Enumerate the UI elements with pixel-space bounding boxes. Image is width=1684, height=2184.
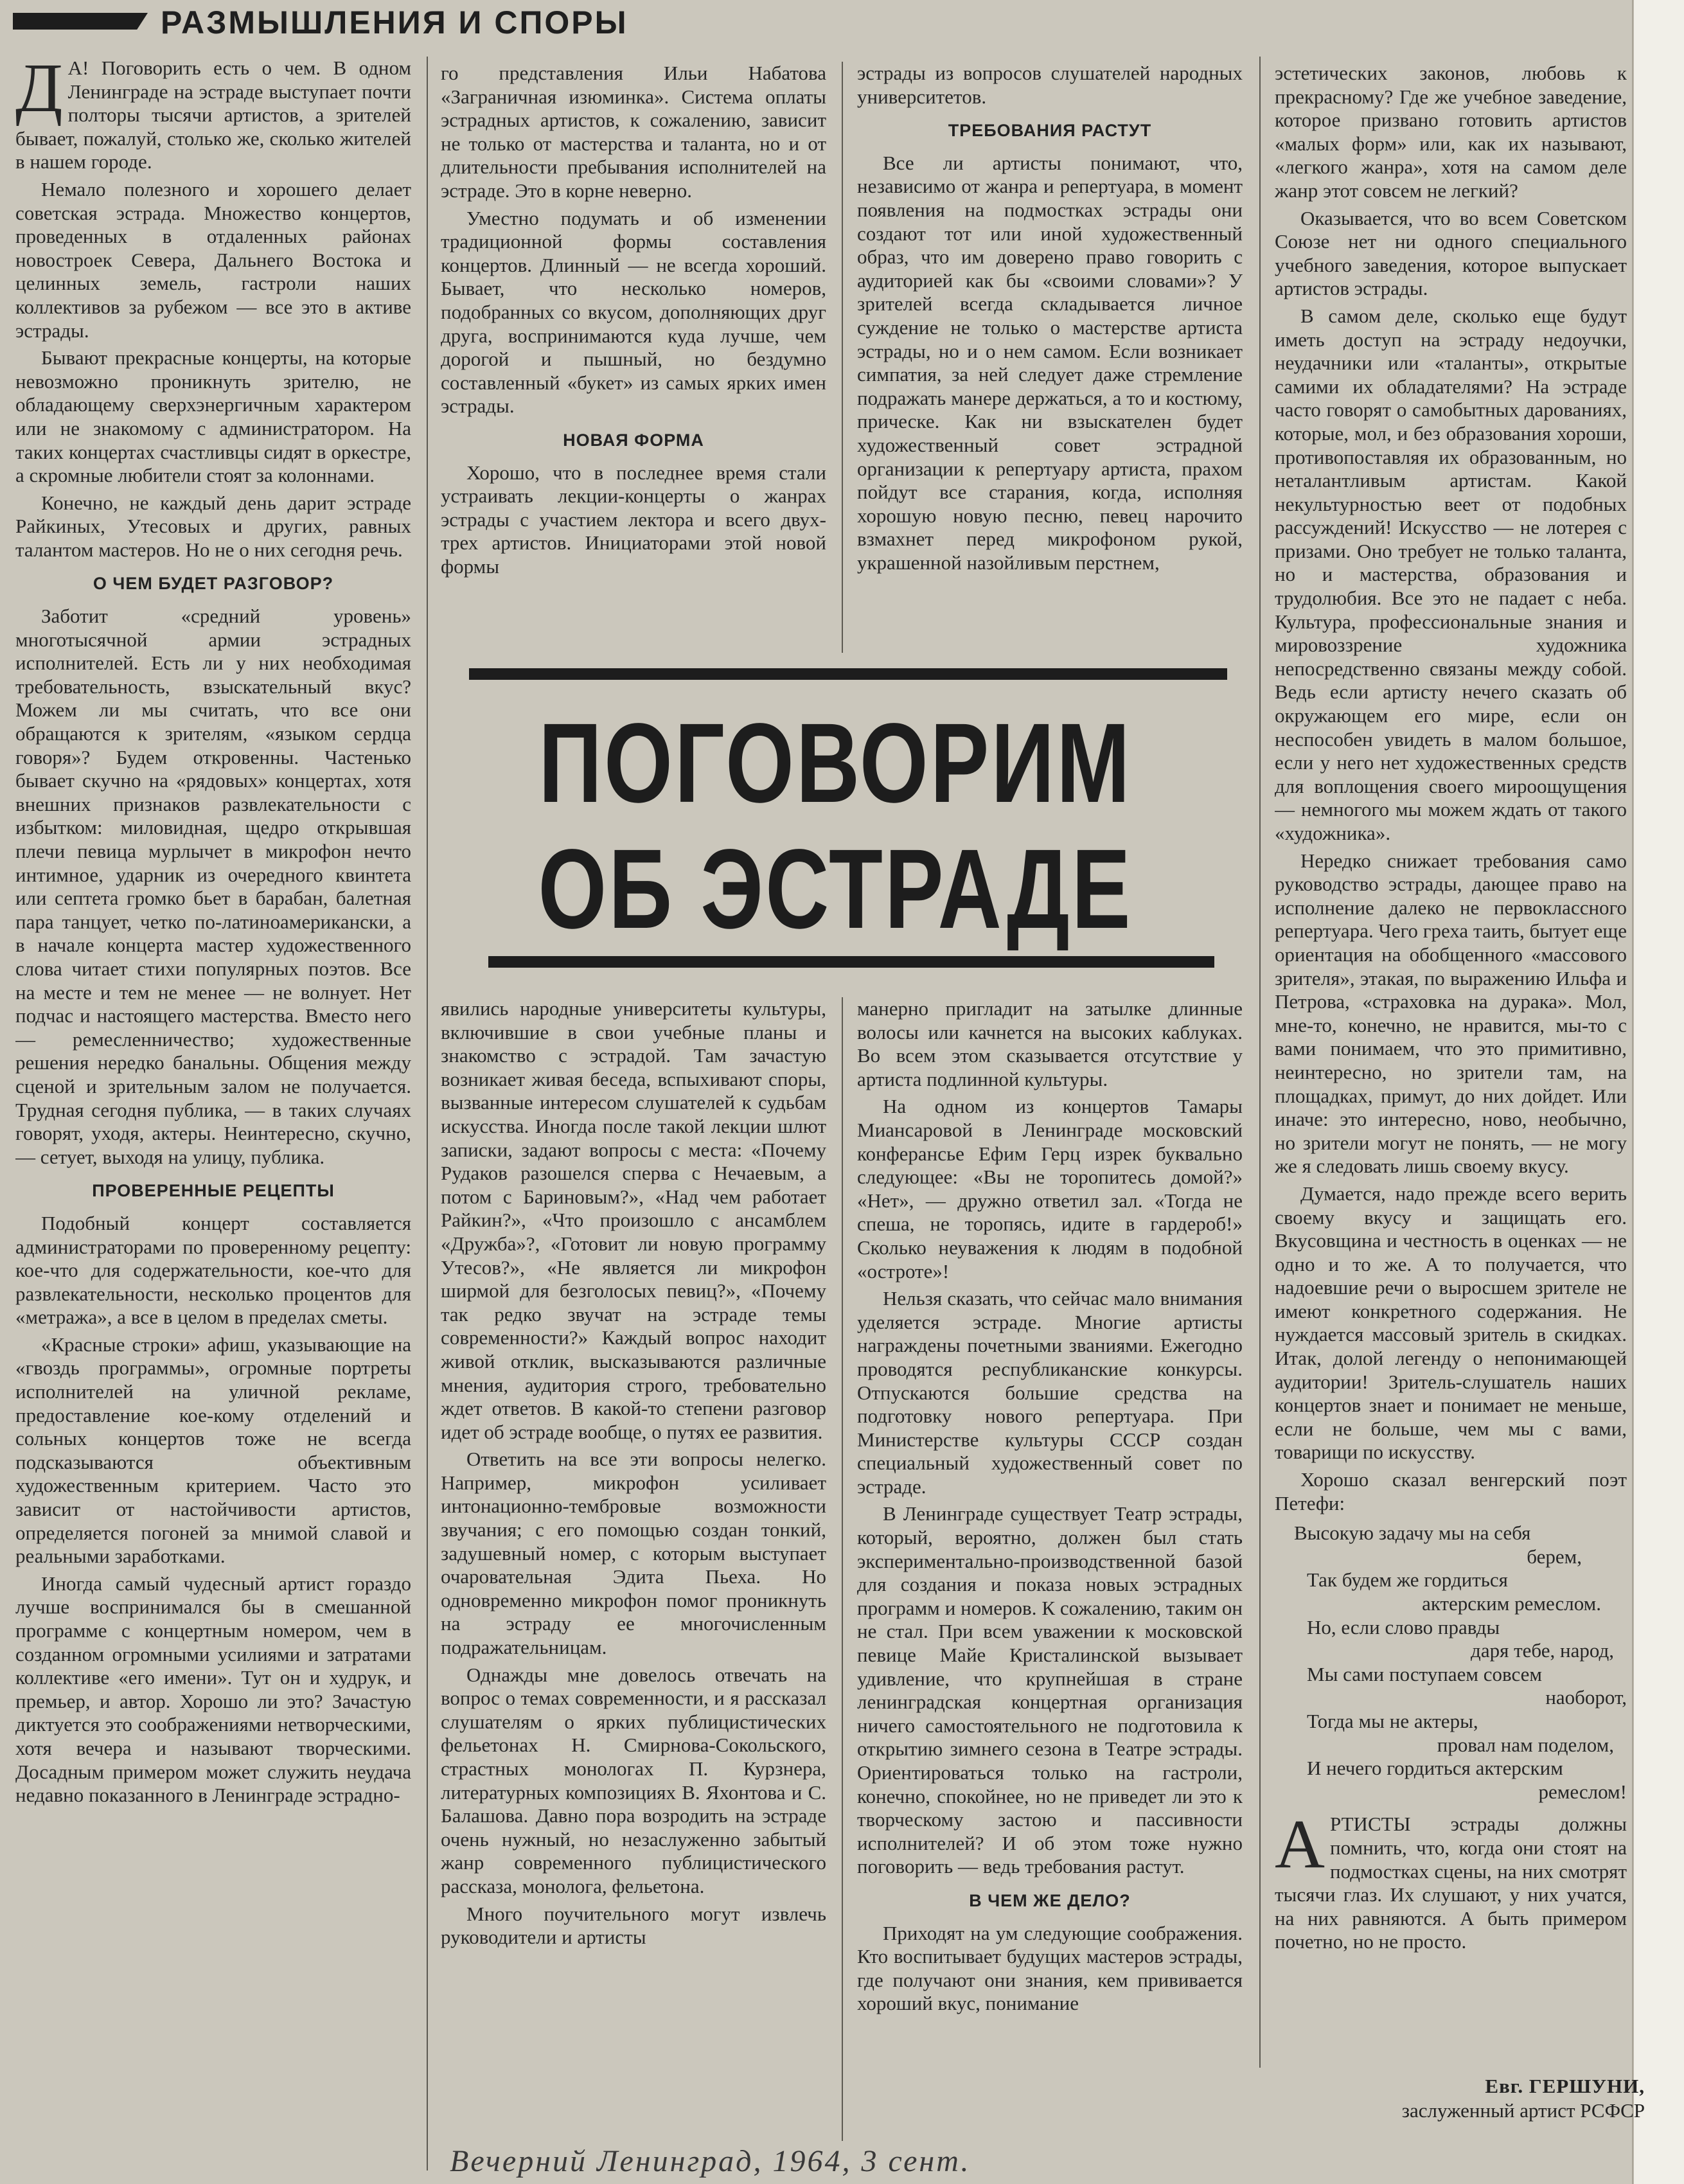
poem-line: ремеслом! [1538, 1780, 1627, 1803]
paragraph: Оказывается, что во всем Советском Союзе нет ни одного специального учебного заведения, которое выпускает артистов эстрады. [1275, 206, 1627, 300]
column-rule [842, 997, 843, 2141]
paragraph: В Ленинграде существует Театр эстрады, который, вероятно, должен был стать экспериментально-производственной базой для создания и показа новых эстрадных программ и номеров. К сожалению, таким он не стал. При всем уважении к московской певице Майе Кристалинской вызывает удивление, что крупнейшая в стране ленинградская концертная организация ничего самостоятельного не подготовила к открытию зимнего сезона в Театре эстрады. Ориентироваться только на гастроли, конечно, спокойнее, но не приведет ли это к творческому застою и пассивности исполнителей? И об этом тоже нужно поговорить — ведь требования растут. [857, 1502, 1243, 1878]
poem-line: наоборот, [1545, 1686, 1627, 1709]
paragraph: го представления Ильи Набатова «Заграничная изюминка». Система оплаты эстрадных артистов, к сожалению, зависит не только от мастерства и таланта, но и от длительности пребывания исполнителей на эстраде. Это в корне неверно. [441, 62, 826, 202]
drop-cap: Д [15, 57, 63, 127]
paragraph: Хорошо, что в последнее время стали устраивать лекции-концерты о жанрах эстрады с участием лектора и всего двух-трех артистов. Инициаторами этой новой формы [441, 461, 826, 578]
poem-line: Высокую задачу мы на себя [1294, 1522, 1531, 1545]
paragraph: Немало полезного и хорошего делает советская эстрада. Множество концертов, проведенных в отдаленных районах новостроек Севера, Дальнего Востока и целинных земель, гастроли наших коллективов за рубежом — все это в активе эстрады. [15, 177, 411, 342]
poem-line: даря тебе, народ, [1471, 1639, 1614, 1662]
rubric-title: РАЗМЫШЛЕНИЯ И СПОРЫ [161, 4, 628, 40]
headline-line-1: ПОГОВОРИМ [538, 700, 1132, 826]
paragraph: эстрады из вопросов слушателей народных университетов. [857, 62, 1243, 108]
poem-line: провал нам поделом, [1437, 1733, 1614, 1756]
column-3-bottom [857, 997, 1243, 2154]
poem-line: Так будем же гордиться [1307, 1568, 1508, 1592]
paragraph: Много поучительного могут извлечь руководители и артисты [441, 1902, 826, 1949]
author-title: заслуженный артист РСФСР [1401, 2099, 1645, 2122]
clipping-edge [1632, 0, 1633, 2184]
column-2-top [441, 62, 826, 653]
paragraph: Ответить на все эти вопросы нелегко. Например, микрофон усиливает интонационно-тембровые возможности звучания; с его помощью создан тонкий, задушевный номер, с которым выступает очаровательная Эдита Пьеха. Но одновременно микрофон помог проникнуть на эстраду ее многочисленным подражательницам. [441, 1448, 826, 1659]
lead-paragraph [15, 57, 411, 174]
column-4 [1275, 62, 1627, 2066]
poem-line: Но, если слово правды [1307, 1615, 1500, 1638]
paragraph: явились народные университеты культуры, включившие в свои учебные планы и знакомство с эстрадой. Там зачастую возникает живая беседа, вспыхивают споры, вызванные интересом слушателей к судьбам искусства. Иногда после такой лекции шлют записки, задают вопросы с места: «Почему Рудаков разошелся сперва с Нечаевым, а потом с Бариновым?», «Над чем работает Райкин?», «Что произошло с ансамблем «Дружба»?, «Готовит ли новую программу Утесов?», «Не является ли микрофон ширмой для безголосых певиц?», «Почему так редко звучат на эстраде темы современности?» Каждый вопрос находит живой отклик, высказываются различные мнения, аудитория строго, требовательно ждет ответов. В какой-то степени разговор идет об эстраде вообще, о путях ее развития. [441, 997, 826, 1443]
subheading: В ЧЕМ ЖЕ ДЕЛО? [969, 1890, 1131, 1910]
headline-line-2: ОБ ЭСТРАДЕ [538, 826, 1133, 952]
headline-rule-bottom [488, 956, 1214, 968]
author-signature [1285, 2074, 1645, 2123]
paragraph: В самом деле, сколько еще будут иметь доступ на эстраду недоучки, неудачники или «таланты», открытые самими их обладателями? На эстраде часто говорят о самобытных дарованиях, которые, мол, и без образования хороши, противопоставляя их образованным, но неталантливым артистам. Какой некультурностью веет от подобных рассуждений! Искусство — не лотерея с призами. Оно требует не только таланта, но и мастерства, образования и трудолюбия. Все это не падает с неба. Культура, профессиональные знания и мировоззрение художника непосредственно связаны между собой. Ведь если артисту нечего сказать об окружающем его мире, если он неспособен увидеть в малом большое, если у него нет художественных средств для воплощения своего мироощущения — немногого мы можем ждать от такого «художника». [1275, 304, 1627, 844]
headline-rule-top [469, 668, 1227, 680]
column-1 [15, 57, 411, 2177]
closing-paragraph [1275, 1806, 1627, 1954]
column-3-top [857, 62, 1243, 653]
paragraph: Хорошо сказал венгерский поэт Петефи: [1275, 1468, 1627, 1514]
column-2-bottom [441, 997, 826, 2154]
paragraph: манерно пригладит на затылке длинные волосы или качнется на высоких каблуках. Во всем этом сказывается отсутствие у артиста подлинной культуры. [857, 997, 1243, 1090]
headline [535, 700, 1136, 952]
poem-line: Мы сами поступаем совсем [1307, 1662, 1542, 1685]
rubric-bar [13, 13, 148, 30]
paragraph: «Красные строки» афиш, указывающие на «гвоздь программы», огромные портреты исполнителей на уличной рекламе, предоставление кое-кому отделений и сольных концертов тоже не всегда подсказываются объективным художественным критерием. Часто это зависит от настойчивости артистов, определяется погоней за мнимой славой и реальными заработками. [15, 1333, 411, 1568]
paragraph: А! Поговорить есть о чем. В одном Ленинграде на эстраде выступает почти полторы тысячи артистов, а зрителей бывает, пожалуй, столько же, сколько жителей в нашем городе. [15, 57, 411, 173]
paragraph: Бывают прекрасные концерты, на которые невозможно проникнуть зрителю, не обладающему сверхэнергичным характером или не знакомому с администратором. На таких концертах счастливцы сидят в оркестре, а скромные любители стоят за колоннами. [15, 346, 411, 487]
paragraph: Иногда самый чудесный артист гораздо лучше воспринимался бы в смешанной программе с концертным номером, чем в созданном огромными усилиями и затратами коллективе «его имени». Тут он и худрук, и премьер, и автор. Хорошо ли это? Зачастую диктуется это соображениями нетворческими, хотя вечера и называют творческими. Досадным примером может служить неудача недавно показанного в Ленинграде эстрадно- [15, 1572, 411, 1807]
paragraph: Уместно подумать и об изменении традиционной формы составления концертов. Длинный — не всегда хороший. Бывает, что несколько номеров, подобранных со вкусом, дополняющих друг друга, воспринимаются куда лучше, чем дорогой и пышный, но бездумно составленный «букет» из самых ярких имен эстрады. [441, 206, 826, 418]
poem-line: берем, [1527, 1545, 1582, 1568]
poem-line: И нечего гордиться актерским [1307, 1757, 1563, 1780]
column-rule [1259, 57, 1261, 2068]
paragraph: эстетических законов, любовь к прекрасному? Где же учебное заведение, которое призвано готовить артистов «малых форм» или, как их называют, «легкого жанра», хотя на самом деле жанр этот совсем не легкий? [1275, 62, 1627, 202]
subheading: НОВАЯ ФОРМА [563, 430, 704, 450]
paragraph: Конечно, не каждый день дарит эстраде Райкиных, Утесовых и других, равных талантом мастеров. Но не о них сегодня речь. [15, 491, 411, 561]
poem-line: актерским ремеслом. [1422, 1592, 1601, 1615]
subheading: ТРЕБОВАНИЯ РАСТУТ [948, 121, 1152, 141]
paragraph: Все ли артисты понимают, что, независимо от жанра и репертуара, в момент появления на подмостках эстрады они создают тот или иной художественный образ, что им доверено право говорить с аудиторией как бы «своими словами»? У зрителей всегда складывается личное суждение не только о мастерстве артиста эстрады, но и о нем самом. Если возникает симпатия, за ней следует даже стремление подражать манере держаться, а то и костюму, прическе. Как ни взыскателен будет художественный совет эстрадной организации к репертуару артиста, прахом пойдут все старания, когда, исполняя хорошую новую песню, певец нарочито взмахнет перед микрофоном рукой, украшенной назойливым перстнем, [857, 151, 1243, 574]
column-rule [842, 62, 843, 653]
rubric-header [13, 4, 628, 49]
paragraph: Нельзя сказать, что сейчас мало внимания уделяется эстраде. Многие артисты награждены почетными званиями. Ежегодно проводятся республиканские конкурсы. Отпускаются большие средства на подготовку нового репертуара. При Министерстве культуры СССР создан специальный художественный совет по эстраде. [857, 1287, 1243, 1498]
column-rule [427, 57, 428, 2171]
paragraph: Заботит «средний уровень» многотысячной армии эстрадных исполнителей. Есть ли у них необходимая требовательность, взыскательный вкус? Можем ли мы считать, что все они обращаются к зрителям, «языком сердца говоря»? Будем откровенны. Частенько бывает скучно на «рядовых» концертах, хотя внешних признаков развлекательности с избытком: миловидная, щедро открывшая плечи певица мурлычет в микрофон нечто интимное, ударник из очередного квинтета или септета громко бьет в барабан, балетная пара танцует, четко по-латиноамерикански, а в начале концерта мастер художественного слова читает стихи популярных поэтов. Все на месте и тем не менее — не волнует. Нет подчас и настоящего мастерства. Вместо него — ремесленничество; художественные решения нередко банальны. Общения между сценой и зрительным залом не получается. Трудная сегодня публика, — в таких случаях говорят, уходя, актеры. Неинтересно, скучно, — сетует, выходя на улицу, публика. [15, 605, 411, 1168]
paragraph: Приходят на ум следующие соображения. Кто воспитывает будущих мастеров эстрады, где получают они знания, кем прививается хороший вкус, понимание [857, 1921, 1243, 2015]
paragraph: Однажды мне довелось отвечать на вопрос о темах современности, и я рассказал слушателям о ярких публицистических фельетонах Н. Смирнова-Сокольского, страстных монологах П. Курзнера, литературных композициях В. Яхонтова и С. Балашова. Давно пора возродить на эстраде очень нужный, но незаслуженно забытый жанр современного публицистического рассказа, монолога, фельетона. [441, 1663, 826, 1897]
handwritten-source-note: Вечерний Ленинград, 1964, 3 сент. [450, 2144, 971, 2178]
author-name: Евг. ГЕРШУНИ, [1485, 2075, 1645, 2097]
paragraph: Нередко снижает требования само руководство эстрады, дающее право на исполнение далеко не первоклассного репертуара. Чего греха таить, бытует еще ориентация на обобщенного «массового зрителя», этакая, по выражению Ильфа и Петрова, «страховка на дурака». Мол, мне-то, конечно, не нравится, мы-то с вами понимаем, что это примитивно, неинтересно, но зрители там, на площадках, примут, до них дойдет. Или иначе: это интересно, ново, необычно, но зрители могут не понять, — не могу же я следовать лишь своему вкусу. [1275, 849, 1627, 1178]
paragraph: Думается, надо прежде всего верить своему вкусу и защищать его. Вкусовщина и честность в оценках — не одно и то же. А то получается, что надоевшие речи о выросшем зрителе не имеют конкретного содержания. Не нуждается массовый зритель в скидках. Итак, долой легенду о непонимающей аудитории! Зритель-слушатель наших концертов знает и понимает не меньше, если не больше, чем мы с вами, товарищи по искусству. [1275, 1182, 1627, 1464]
poem [1275, 1522, 1627, 1804]
paragraph: Подобный концерт составляется администраторами по проверенному рецепту: кое-что для содержательности, кое-что для развлекательности, несколько процентов для «метража», а все в целом в пределах сметы. [15, 1211, 411, 1329]
subheading: О ЧЕМ БУДЕТ РАЗГОВОР? [93, 574, 334, 594]
paragraph: РТИСТЫ эстрады должны помнить, что, когда они стоят на подмостках сцены, на них смотрят тысячи глаз. Их слушают, у них учатся, на них равняются. А быть примером почетно, но не просто. [1275, 1813, 1627, 1953]
subheading: ПРОВЕРЕННЫЕ РЕЦЕПТЫ [92, 1181, 335, 1201]
drop-cap: А [1275, 1806, 1325, 1883]
paragraph: На одном из концертов Тамары Миансаровой в Ленинграде московский конферансье Ефим Герц изрек буквально следующее: «Вы не торопитесь домой?» «Нет», — дружно ответил зал. «Тогда не спеша, не торопясь, идите в гардероб!» Сколько неуважения к людям в подобной «остроте»! [857, 1095, 1243, 1283]
poem-line: Тогда мы не актеры, [1307, 1709, 1478, 1732]
